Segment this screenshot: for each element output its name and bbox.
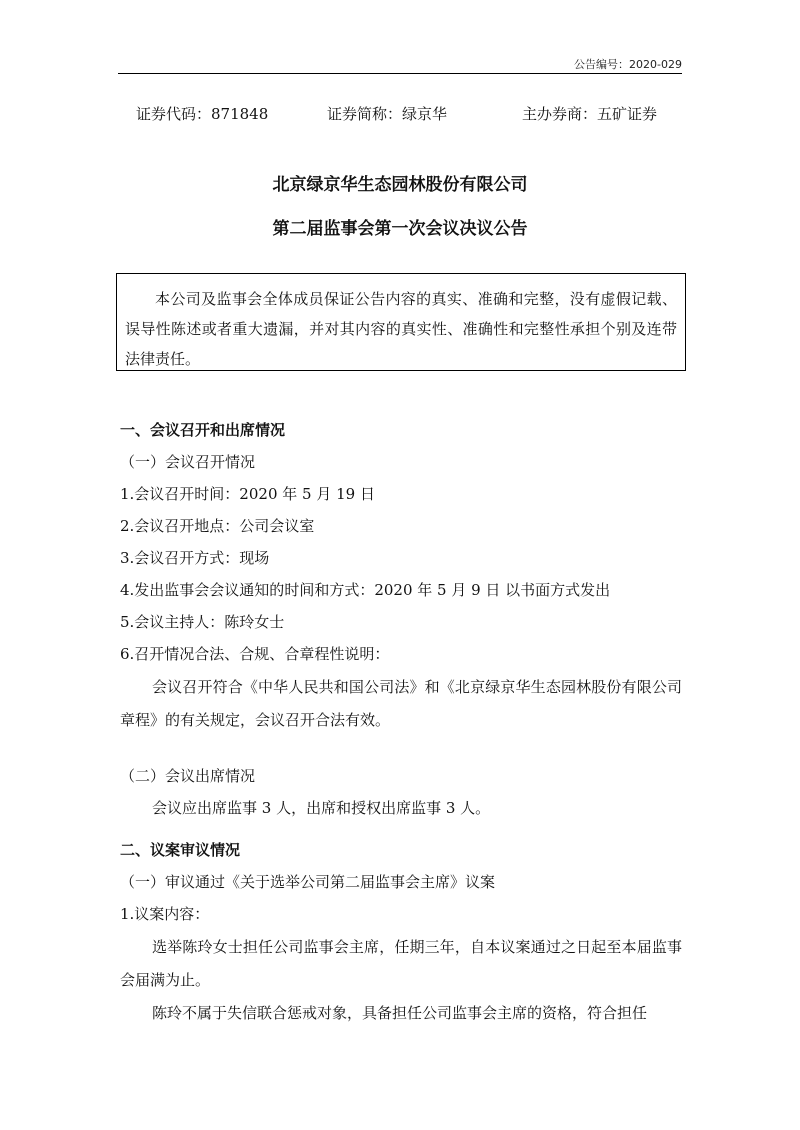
section2-heading: 二、议案审议情况	[120, 841, 241, 859]
proposal-content-label: 1.议案内容：	[120, 905, 210, 923]
announcement-number: 公告编号：2020-029	[574, 58, 682, 71]
compliance-paragraph: 会议召开符合《中华人民共和国公司法》和《北京绿京华生态园林股份有限公司章程》的有关规定，会议召开合法有效。	[120, 678, 682, 729]
company-title: 北京绿京华生态园林股份有限公司	[272, 175, 528, 195]
section1-sub2: （二）会议出席情况	[120, 767, 256, 785]
section2-sub1: （一）审议通过《关于选举公司第二届监事会主席》议案	[120, 873, 496, 891]
list-item: 1.会议召开时间：2020 年 5 月 19 日	[120, 485, 375, 503]
attendance-text: 会议应出席监事 3 人，出席和授权出席监事 3 人。	[152, 799, 491, 817]
list-item: 3.会议召开方式：现场	[120, 549, 270, 567]
section1-sub1: （一）会议召开情况	[120, 453, 256, 471]
section1-heading: 一、会议召开和出席情况	[120, 421, 286, 439]
statement-box: 本公司及监事会全体成员保证公告内容的真实、准确和完整，没有虚假记载、误导性陈述或者重大遗漏，并对其内容的真实性、准确性和完整性承担个别及连带法律责任。	[116, 273, 686, 371]
security-short-name: 证券简称：绿京华	[327, 105, 448, 123]
list-item: 2.会议召开地点：公司会议室	[120, 517, 315, 535]
list-item: 5.会议主持人：陈玲女士	[120, 613, 285, 631]
header-rule	[118, 73, 682, 74]
sponsor-broker: 主办券商：五矿证券	[522, 105, 658, 123]
qualification-paragraph: 陈玲不属于失信联合惩戒对象，具备担任公司监事会主席的资格，符合担任	[152, 1004, 648, 1022]
announcement-title: 第二届监事会第一次会议决议公告	[272, 219, 528, 239]
list-item: 6.召开情况合法、合规、合章程性说明：	[120, 645, 390, 663]
security-code: 证券代码：871848	[136, 105, 269, 123]
list-item: 4.发出监事会会议通知的时间和方式：2020 年 5 月 9 日 以书面方式发出	[120, 581, 611, 599]
election-paragraph: 选举陈玲女士担任公司监事会主席，任期三年，自本议案通过之日起至本届监事会届满为止。	[120, 938, 682, 989]
